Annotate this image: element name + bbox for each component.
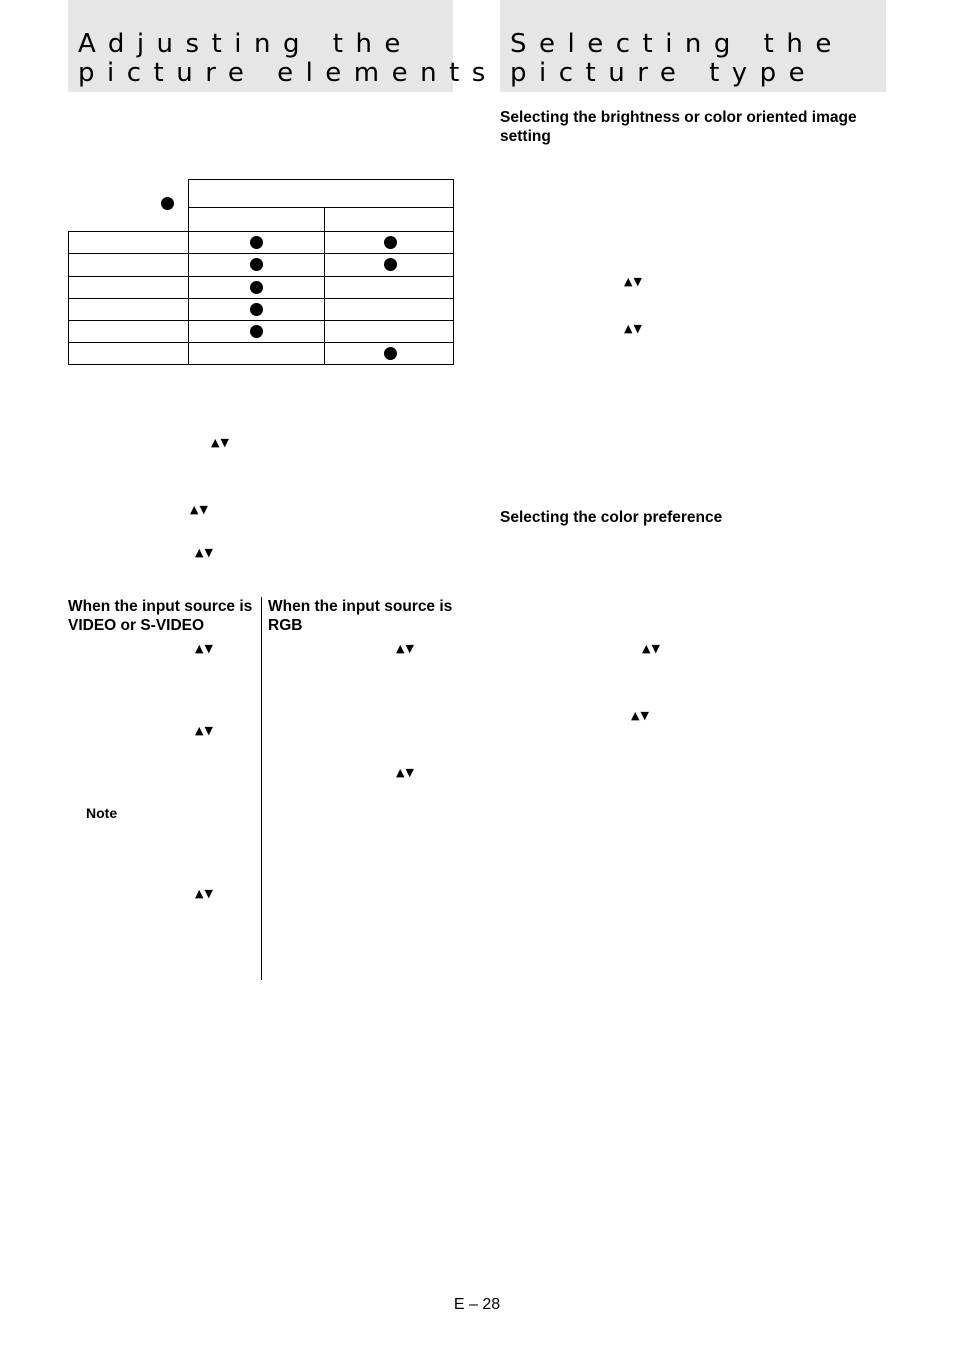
up-down-arrow-icon: ▲▼	[211, 436, 230, 449]
up-down-arrow-icon: ▲▼	[195, 724, 214, 737]
right-title: Selecting the picture type	[510, 29, 844, 88]
up-down-arrow-icon: ▲▼	[195, 546, 214, 559]
up-down-arrow-icon: ▲▼	[624, 322, 643, 335]
left-title: Adjusting the picture elements	[78, 29, 498, 88]
rgb-supported-dot-icon	[384, 236, 397, 249]
video-supported-dot-icon	[250, 325, 263, 338]
page-number: E – 28	[453, 1296, 501, 1313]
video-input-heading: When the input source is VIDEO or S-VIDEO	[68, 598, 253, 634]
up-down-arrow-icon: ▲▼	[195, 887, 214, 900]
up-down-arrow-icon: ▲▼	[396, 642, 415, 655]
rgb-supported-dot-icon	[384, 347, 397, 360]
feature-table	[0, 0, 954, 400]
up-down-arrow-icon: ▲▼	[190, 503, 209, 516]
video-supported-dot-icon	[250, 236, 263, 249]
rgb-supported-dot-icon	[384, 258, 397, 271]
up-down-arrow-icon: ▲▼	[642, 642, 661, 655]
column-divider	[261, 597, 262, 980]
up-down-arrow-icon: ▲▼	[195, 642, 214, 655]
note-label: Note	[86, 805, 118, 821]
up-down-arrow-icon: ▲▼	[631, 709, 650, 722]
video-supported-dot-icon	[250, 281, 263, 294]
rgb-input-heading: When the input source is RGB	[268, 598, 453, 634]
brightness-heading: Selecting the brightness or color oriented image setting	[500, 109, 857, 145]
color-preference-heading: Selecting the color preference	[500, 509, 723, 526]
legend-dot-icon	[161, 197, 174, 210]
video-supported-dot-icon	[250, 258, 263, 271]
up-down-arrow-icon: ▲▼	[624, 275, 643, 288]
video-supported-dot-icon	[250, 303, 263, 316]
up-down-arrow-icon: ▲▼	[396, 766, 415, 779]
